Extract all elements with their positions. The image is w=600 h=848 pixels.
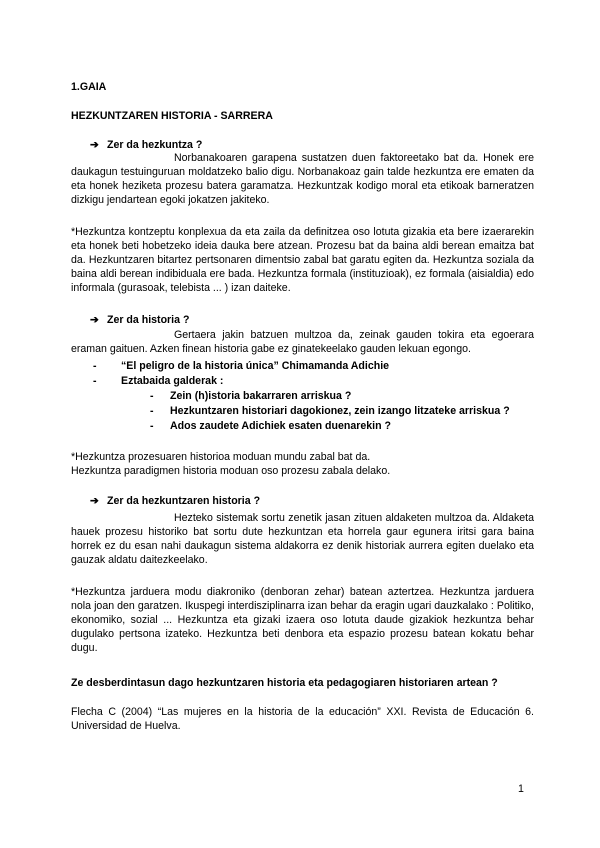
arrow-icon: ➔	[90, 314, 99, 326]
section-heading-hezkuntzaren-historia	[90, 494, 260, 508]
document-title: HEZKUNTZAREN HISTORIA - SARRERA	[71, 110, 273, 122]
section-heading-hezkuntza	[90, 138, 202, 152]
section-paragraph: Gertaera jakin batzuen multzoa da, zeinak gauden tokira eta egoerara eraman gaituen. Azken finean historia gabe ez ginatekeelako gauden lekuan egongo.	[71, 329, 534, 355]
sub-list-item: - Hezkuntzaren historiari dagokionez, zein izango litzateke arriskua ?	[150, 405, 510, 417]
section-heading-text: Zer da hezkuntzaren historia ?	[107, 495, 261, 507]
sub-list-item: - Ados zaudete Adichiek esaten duenarekin ?	[150, 420, 391, 432]
section-paragraph: Norbanakoaren garapena sustatzen duen faktoreetako bat da. Honek ere daukagun testuinguruan moldatzeko balio digu. Norbanakoaz gain talde hezkuntza ere ematen da eta honek heziketa prozesu batera garamatza. Hezkuntzak kodigo moral eta etikoak barneratzen dizkigu jendartean egoki jokatzen jakiteko.	[71, 152, 534, 206]
list-item: - Eztabaida galderak :	[93, 375, 224, 387]
dash-icon: -	[150, 405, 154, 417]
discussion-question: Ze desberdintasun dago hezkuntzaren historia eta pedagogiaren historiaren artean ?	[71, 677, 498, 689]
dash-icon: -	[93, 375, 97, 387]
section-note: *Hezkuntza kontzeptu konplexua da eta zaila da definitzea oso lotuta gizakia eta bere izaerarekin eta honek beti hobetzeko ideia dauka bere atzean. Prozesu bat da baina aldi berean emaitza bat da. Hezkuntzaren bitartez pertsonaren dimentsio zabal bat garatu egiten da. Hezkuntza soziala da baina aldi berean indibiduala ere bada. Hezkuntza formala (instituzioak), ez formala (aisialdia) edo informala (gurasoak, telebista ... ) izan daiteke.	[71, 226, 534, 294]
bibliography-reference: Flecha C (2004) “Las mujeres en la historia de la educación” XXI. Revista de Educación 6. Universidad de Huelva.	[71, 706, 534, 732]
list-item: - “El peligro de la historia única” Chimamanda Adichie	[93, 360, 390, 372]
section-note: *Hezkuntza jarduera modu diakroniko (denboran zehar) batean aztertzea. Hezkuntza jarduera nola joan den garatzen. Ikuspegi interdisziplinarra izan behar da eragin ugari dauzkalako : Politiko, ekonomiko, sozial ... Hezkuntza eta gizaki izaera oso lotuta daude gizakiok hezkuntza behar dugulako pertsona izateko. Hezkuntza beti denbora eta espazio prozesu batean kokatu behar dugu.	[71, 586, 534, 654]
section-note-line: Hezkuntza paradigmen historia moduan oso prozesu zabala delako.	[71, 465, 391, 477]
section-heading-text: Zer da hezkuntza ?	[107, 139, 203, 151]
dash-icon: -	[93, 360, 97, 372]
dash-icon: -	[150, 420, 154, 432]
dash-icon: -	[150, 390, 154, 402]
arrow-icon: ➔	[90, 495, 99, 507]
sub-list-item: - Zein (h)istoria bakarraren arriskua ?	[150, 390, 352, 402]
section-heading-text: Zer da historia ?	[107, 314, 190, 326]
page-number: 1	[518, 783, 524, 795]
section-note-line: *Hezkuntza prozesuaren historioa moduan mundu zabal bat da.	[71, 451, 371, 463]
chapter-label: 1.GAIA	[71, 81, 107, 93]
arrow-icon: ➔	[90, 139, 99, 151]
section-paragraph: Hezteko sistemak sortu zenetik jasan zituen aldaketen multzoa da. Aldaketa hauek prozesu historiko bat sortu dute hezkuntzan eta horrela gaur egunera iritsi gara baina horrek ez du esan nahi daukagun sistema aldakorra ez denik historiak aurrera egiten duelako eta gauzak aldatu daitezkeelako.	[71, 512, 534, 566]
section-heading-historia	[90, 313, 189, 327]
